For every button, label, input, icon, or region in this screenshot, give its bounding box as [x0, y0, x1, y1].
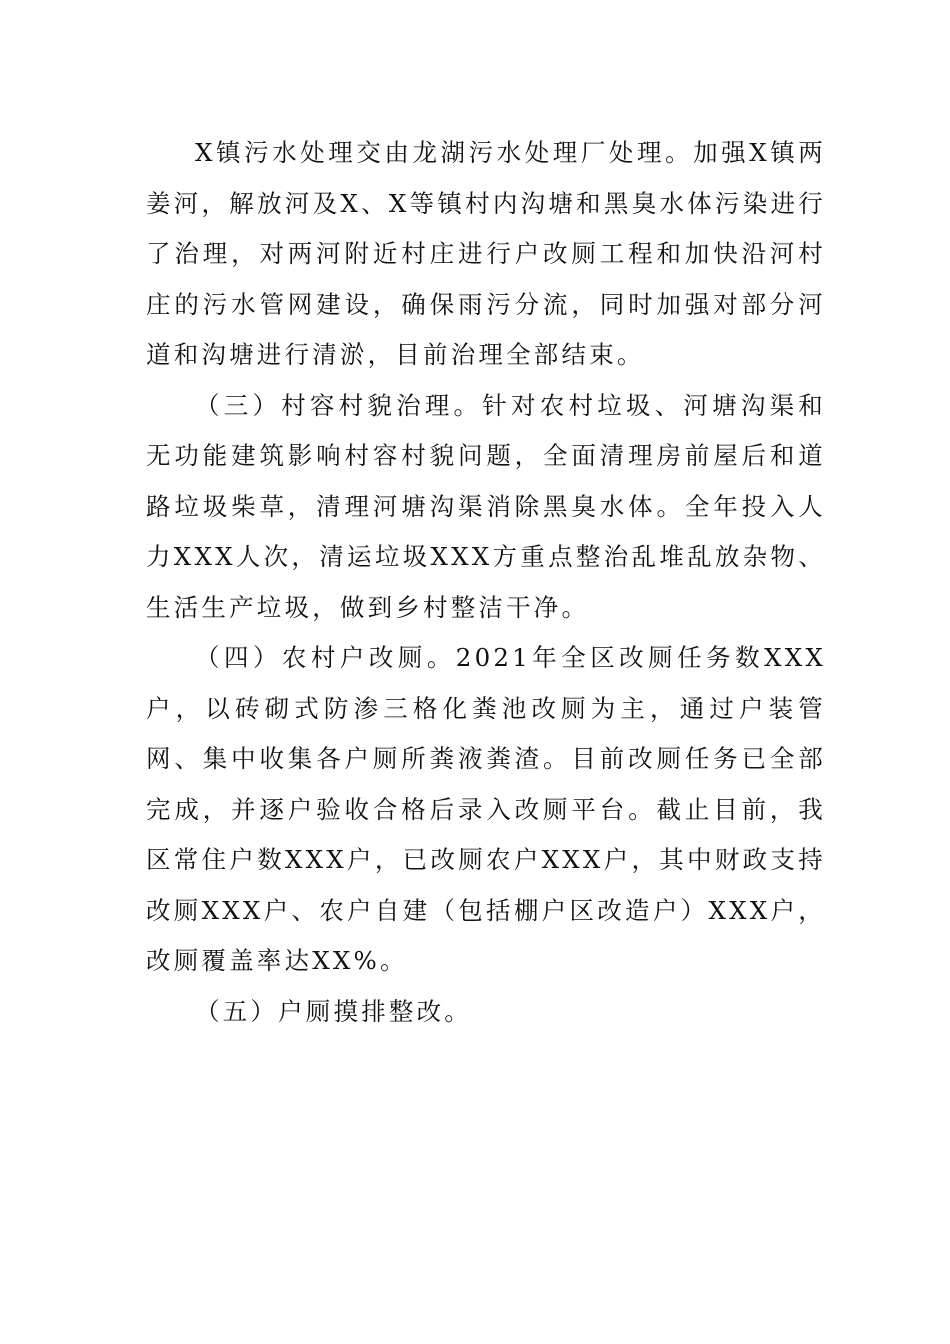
paragraph-village-appearance: （三）村容村貌治理。针对农村垃圾、河塘沟渠和无功能建筑影响村容村貌问题，全面清理房前屋后和道路垃圾柴草，清理河塘沟渠消除黑臭水体。全年投入人力XXX人次，清运垃圾XXX方重点整治乱堆乱放杂物、生活生产垃圾，做到乡村整洁干净。	[146, 390, 826, 622]
paragraph-sewage-treatment: X镇污水处理交由龙湖污水处理厂处理。加强X镇两姜河，解放河及X、X等镇村内沟塘和黑臭水体污染进行了治理，对两河附近村庄进行户改厕工程和加快沿河村庄的污水管网建设，确保雨污分流，同时加强对部分河道和沟塘进行清淤，目前治理全部结束。	[146, 138, 826, 369]
document-body	[146, 128, 826, 1037]
paragraph-toilet-inspection: （五）户厕摸排整改。	[195, 996, 472, 1026]
paragraph-toilet-renovation: （四）农村户改厕。2021年全区改厕任务数XXX户，以砖砌式防渗三格化粪池改厕为主，通过户装管网、集中收集各户厕所粪液粪渣。目前改厕任务已全部完成，并逐户验收合格后录入改厕平台。截止目前，我区常住户数XXX户，已改厕农户XXX户，其中财政支持改厕XXX户、农户自建（包括棚户区改造户）XXX户，改厕覆盖率达XX%。	[146, 643, 826, 975]
